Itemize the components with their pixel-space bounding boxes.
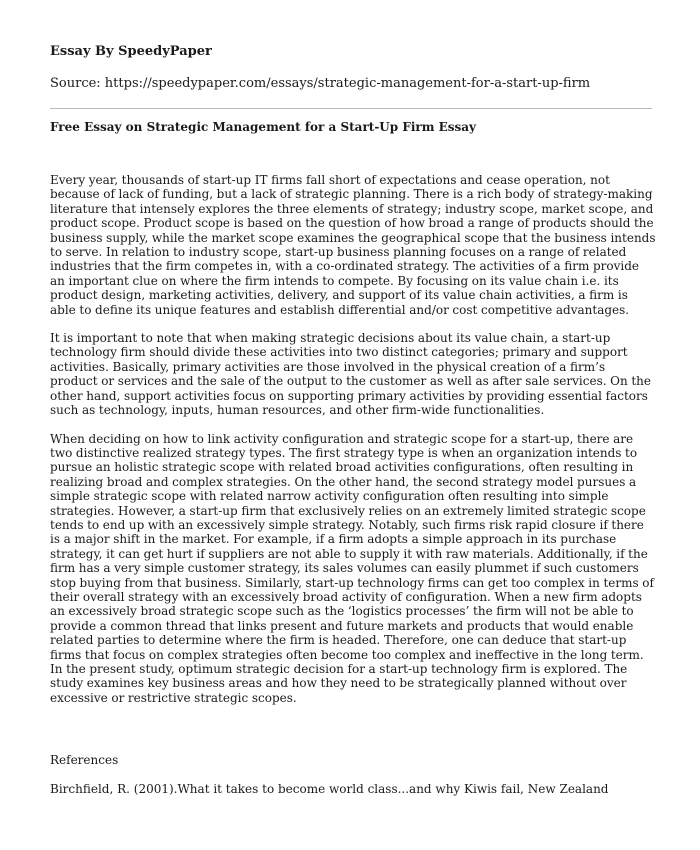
reference-item: Birchfield, R. (2001).What it takes to become world class...and why Kiwis fail, New Zealand	[50, 781, 609, 796]
essay-title: Free Essay on Strategic Management for a Start-Up Firm Essay	[50, 120, 477, 134]
divider	[50, 108, 652, 109]
essay-body	[50, 173, 656, 705]
references-heading: References	[50, 753, 119, 768]
document-page	[50, 44, 656, 796]
paragraph: When deciding on how to link activity configuration and strategic scope for a start-up, there are two distinctive realized strategy types. The first strategy type is when an organization intends to pursue an holistic strategic scope with related broad activities configurations, often resulting in realizing broad and complex strategies. On the other hand, the second strategy model pursues a simple strategic scope with related narrow activity configuration often resulting into simple strategies. However, a start-up firm that exclusively relies on an extremely limited strategic scope tends to end up with an excessively simple strategy. Notably, such firms risk rapid closure if there is a major shift in the market. For example, if a firm adopts a simple approach in its purchase strategy, it can get hurt if suppliers are not able to supply it with raw materials. Additionally, if the firm has a very simple customer strategy, its sales volumes can easily plummet if such customers stop buying from that business. Similarly, start-up technology firms can get too complex in terms of their overall strategy with an excessively broad activity of configuration. When a new firm adopts an excessively broad strategic scope such as the ‘logistics processes’ the firm will not be able to provide a common thread that links present and future markets and products that would enable related parties to determine where the firm is headed. Therefore, one can deduce that start-up firms that focus on complex strategies often become too complex and ineffective in the long term. In the present study, optimum strategic decision for a start-up technology firm is explored. The study examines key business areas and how they need to be strategically planned without over excessive or restrictive strategic scopes.	[50, 431, 654, 705]
paragraph: It is important to note that when making strategic decisions about its value chain, a start-up technology firm should divide these activities into two distinct categories; primary and support activities. Basically, primary activities are those involved in the physical creation of a firm’s product or services and the sale of the output to the customer as well as after sale services. On the other hand, support activities focus on supporting primary activities by providing essential factors such as technology, inputs, human resources, and other firm-wide functionalities.	[50, 331, 651, 418]
source-line: Source: https://speedypaper.com/essays/strategic-management-for-a-start-up-firm	[50, 76, 591, 91]
paragraph: Every year, thousands of start-up IT firms fall short of expectations and cease operation, not because of lack of funding, but a lack of strategic planning. There is a rich body of strategy-making literature that intensely explores the three elements of strategy; industry scope, market scope, and product scope. Product scope is based on the question of how broad a range of products should the business supply, while the market scope examines the geographical scope that the business intends to serve. In relation to industry scope, start-up business planning focuses on a range of related industries that the firm competes in, with a co-ordinated strategy. The activities of a firm provide an important clue on where the firm intends to compete. By focusing on its value chain i.e. its product design, marketing activities, delivery, and support of its value chain activities, a firm is able to define its unique features and establish differential and/or cost competitive advantages.	[50, 173, 656, 317]
document-header: Essay By SpeedyPaper	[50, 44, 212, 59]
